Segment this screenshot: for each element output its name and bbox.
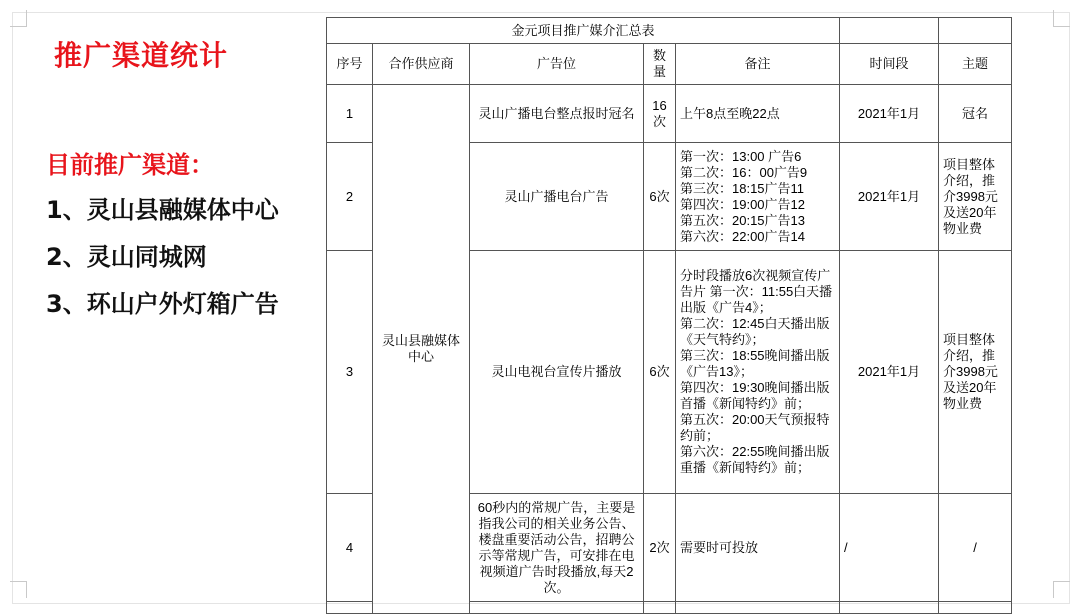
note-line: 需要时可投放 xyxy=(680,539,759,555)
header-qty: 数量 xyxy=(644,44,676,85)
slide-title: 推广渠道统计 xyxy=(54,39,229,72)
corner-mark xyxy=(10,581,27,598)
row-no: 3 xyxy=(327,251,373,494)
header-theme: 主题 xyxy=(939,44,1012,85)
row-qty: 2次 xyxy=(644,494,676,602)
channel-item: 1、灵山县融媒体中心 xyxy=(46,196,279,224)
note-line: 第四次：19:00广告12 xyxy=(680,196,805,212)
media-summary-table xyxy=(326,17,1012,614)
header-row xyxy=(327,44,1012,85)
header-no: 序号 xyxy=(327,44,373,85)
table-title: 金元项目推广媒介汇总表 xyxy=(327,18,840,44)
row-no: 2 xyxy=(327,143,373,251)
note-line: 第三次：18:55晚间播出版《广告13》； xyxy=(680,348,830,379)
row-theme: 项目整体介绍，推介3998元及送20年物业费 xyxy=(939,251,1012,494)
row-position: 灵山电视台宣传片播放 xyxy=(470,251,644,494)
empty-cell xyxy=(939,18,1012,44)
note-line: 第五次：20:00天气预报特约前； xyxy=(680,412,830,443)
row-note xyxy=(676,143,840,251)
row-position: 60秒内的常规广告，主要是指我公司的相关业务公告、楼盘重要活动公告，招聘公示等常规广告，可安排在电视频道广告时段播放,每天2次。 xyxy=(470,494,644,602)
note-line: 第四次：19:30晚间播出版首播《新闻特约》前； xyxy=(680,380,830,411)
note-line: 第一次：13:00 广告6 xyxy=(680,148,802,164)
row-period: 2021年1月 xyxy=(840,143,939,251)
header-position: 广告位 xyxy=(470,44,644,85)
row-period: / xyxy=(840,494,939,602)
note-line: 第五次：20:15广告13 xyxy=(680,212,805,228)
note-line: 第三次：18:15广告11 xyxy=(680,180,805,196)
row-note xyxy=(676,494,840,602)
row-no: 4 xyxy=(327,494,373,602)
row-position: 灵山广播电台整点报时冠名 xyxy=(470,85,644,143)
row-qty: 6次 xyxy=(644,143,676,251)
channels-heading: 目前推广渠道： xyxy=(46,151,214,179)
row-qty: 6次 xyxy=(644,251,676,494)
note-line: 第六次：22:00广告14 xyxy=(680,228,805,244)
channel-list xyxy=(46,145,279,333)
corner-mark xyxy=(1053,10,1070,27)
channel-item: 3、环山户外灯箱广告 xyxy=(46,290,279,318)
table-row xyxy=(327,85,1012,143)
empty-cell xyxy=(840,18,939,44)
note-line: 分时段播放6次视频宣传广告片 第一次：11:55白天播出版《广告4》； xyxy=(680,268,833,315)
header-supplier: 合作供应商 xyxy=(373,44,470,85)
row-theme: / xyxy=(939,494,1012,602)
row-theme: 项目整体介绍，推介3998元及送20年物业费 xyxy=(939,143,1012,251)
corner-mark xyxy=(10,10,27,27)
row-theme: 冠名 xyxy=(939,85,1012,143)
supplier-cell: 灵山县融媒体中心 xyxy=(373,85,470,614)
header-period: 时间段 xyxy=(840,44,939,85)
row-note xyxy=(676,85,840,143)
note-line: 第六次：22:55晚间播出版重播《新闻特约》前； xyxy=(680,444,830,475)
row-period: 2021年1月 xyxy=(840,251,939,494)
row-period: 2021年1月 xyxy=(840,85,939,143)
table-title-row xyxy=(327,18,1012,44)
header-note: 备注 xyxy=(676,44,840,85)
note-line: 第二次：16：00广告9 xyxy=(680,164,808,180)
channel-item: 2、灵山同城网 xyxy=(46,243,207,271)
note-line: 第二次：12:45白天播出版《天气特约》； xyxy=(680,316,830,347)
corner-mark xyxy=(1053,581,1070,598)
row-no: 1 xyxy=(327,85,373,143)
row-note xyxy=(676,251,840,494)
row-qty: 16次 xyxy=(644,85,676,143)
note-line: 上午8点至晚22点 xyxy=(680,105,780,121)
row-position: 灵山广播电台广告 xyxy=(470,143,644,251)
